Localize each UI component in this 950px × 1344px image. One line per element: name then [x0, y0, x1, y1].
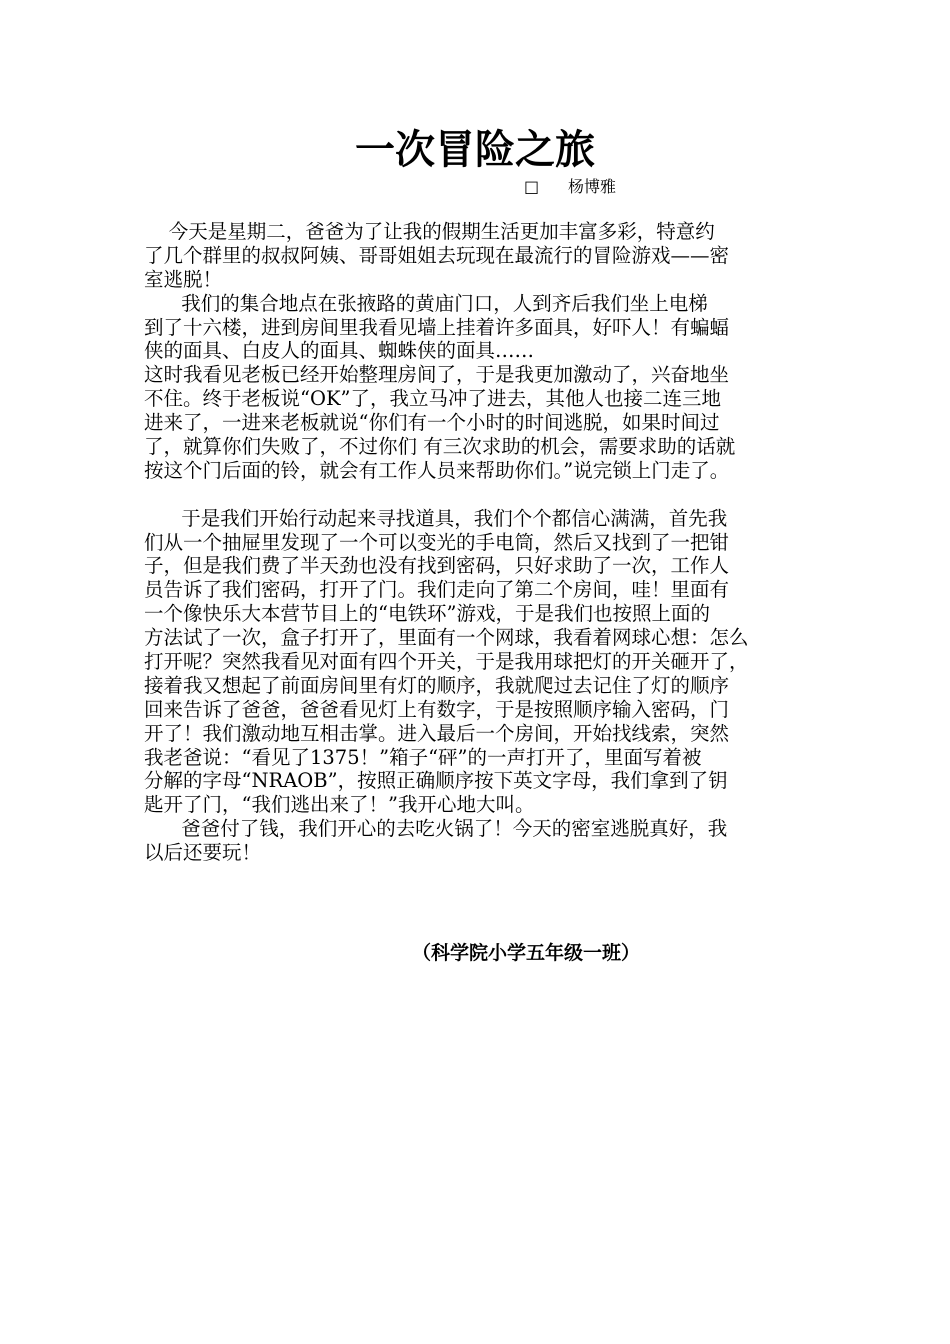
byline — [524, 176, 616, 198]
text-line: 进来了，一进来老板就说“你们有一个小时的时间逃脱，如果时间过 — [144, 411, 720, 435]
text-line: 以后还要玩！ — [144, 841, 262, 865]
text-line: 分解的字母“NRAOB”，按照正确顺序按下英文字母，我们拿到了钥 — [144, 769, 728, 793]
text-line: 我们的集合地点在张掖路的黄庙门口，人到齐后我们坐上电梯 — [144, 291, 708, 315]
square-box-icon: □ — [524, 177, 540, 196]
article-body — [144, 220, 834, 865]
author-name: 杨博雅 — [568, 177, 617, 196]
paragraph-spacer — [144, 483, 834, 507]
text-line: 了几个群里的叔叔阿姨、哥哥姐姐去玩现在最流行的冒险游戏——密 — [144, 243, 730, 267]
text-line: 接着我又想起了前面房间里有灯的顺序，我就爬过去记住了灯的顺序 — [144, 673, 730, 697]
text-line: 回来告诉了爸爸，爸爸看见灯上有数字，于是按照顺序输入密码，门 — [144, 697, 730, 721]
text-line: 匙开了门，“我们逃出来了！”我开心地大叫。 — [144, 793, 535, 817]
text-line: 们从一个抽屉里发现了一个可以变光的手电筒，然后又找到了一把钳 — [144, 530, 730, 554]
paragraph-4 — [144, 507, 834, 818]
text-line: 不住。终于老板说“OK”了，我立马冲了进去，其他人也接二连三地 — [144, 387, 721, 411]
text-line: 我老爸说：“看见了1375！”箱子“砰”的一声打开了，里面写着被 — [144, 745, 702, 769]
text-line: 员告诉了我们密码，打开了门。我们走向了第二个房间，哇！里面有 — [144, 578, 730, 602]
text-line: 室逃脱！ — [144, 267, 223, 291]
article-title: 一次冒险之旅 — [355, 127, 595, 173]
text-line: 一个像快乐大本营节目上的“电铁环”游戏，于是我们也按照上面的 — [144, 602, 710, 626]
text-line: 子，但是我们费了半天劲也没有找到密码，只好求助了一次，工作人 — [144, 554, 730, 578]
text-line: 按这个门后面的铃，就会有工作人员来帮助你们。”说完锁上门走了。 — [144, 458, 730, 482]
text-line: 开了！我们激动地互相击掌。进入最后一个房间，开始找线索，突然 — [144, 721, 730, 745]
text-line: 爸爸付了钱，我们开心的去吃火锅了！今天的密室逃脱真好，我 — [144, 817, 728, 841]
text-line: 今天是星期二，爸爸为了让我的假期生活更加丰富多彩，特意约 — [144, 220, 715, 243]
school-affiliation: （科学院小学五年级一班） — [412, 942, 641, 964]
text-line: 于是我们开始行动起来寻找道具，我们个个都信心满满，首先我 — [144, 506, 728, 530]
text-line: 这时我看见老板已经开始整理房间了，于是我更加激动了，兴奋地坐 — [144, 363, 730, 387]
text-line: 侠的面具、白皮人的面具、蜘蛛侠的面具…… — [144, 339, 535, 363]
paragraph-1 — [144, 220, 834, 292]
text-line: 方法试了一次，盒子打开了，里面有一个网球，我看着网球心想：怎么 — [144, 626, 749, 650]
paragraph-2 — [144, 292, 834, 364]
paragraph-3 — [144, 363, 834, 482]
text-line: 了，就算你们失败了，不过你们 有三次求助的机会，需要求助的话就 — [144, 435, 736, 459]
text-line: 打开呢？突然我看见对面有四个开关，于是我用球把灯的开关砸开了， — [144, 650, 749, 674]
text-line: 到了十六楼，进到房间里我看见墙上挂着许多面具，好吓人！有蝙蝠 — [144, 315, 730, 339]
paragraph-5 — [144, 817, 834, 865]
